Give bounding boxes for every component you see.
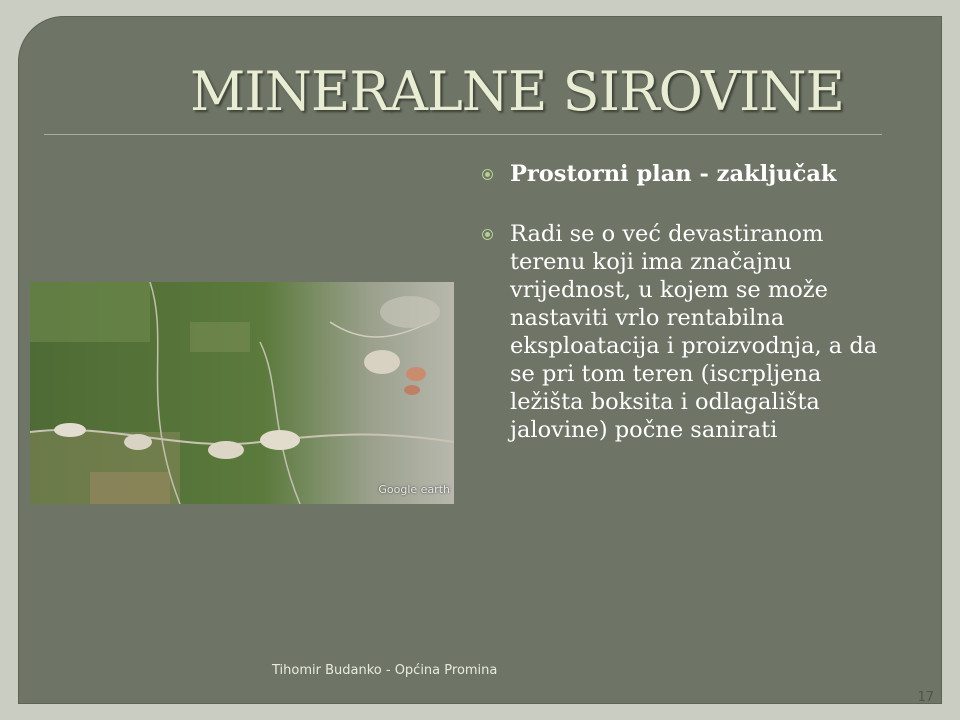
- bullet-circle-icon: [482, 229, 493, 240]
- title-divider: [44, 134, 882, 135]
- bullet-list: [482, 160, 882, 444]
- bullet-circle-icon: [482, 169, 493, 180]
- page-number: 17: [917, 690, 934, 705]
- bullet-item: [482, 160, 882, 188]
- bullet-text: Radi se o već devastiranom terenu koji ima značajnu vrijednost, u kojem se može nastaviti vrlo rentabilna eksploatacija i proizvodnja, a da se pri tom teren (iscrpljena ležišta boksita i odlagališta jalovine) počne sanirati: [510, 221, 878, 443]
- slide-footer: Tihomir Budanko - Općina Promina: [272, 663, 498, 678]
- bullet-item: [482, 220, 882, 444]
- slide-title: MINERALNE SIROVINE: [190, 60, 844, 123]
- satellite-terrain: [30, 282, 454, 504]
- satellite-image: [30, 282, 454, 504]
- image-watermark: Google earth: [378, 483, 450, 496]
- bullet-text: Prostorni plan - zaključak: [510, 161, 837, 187]
